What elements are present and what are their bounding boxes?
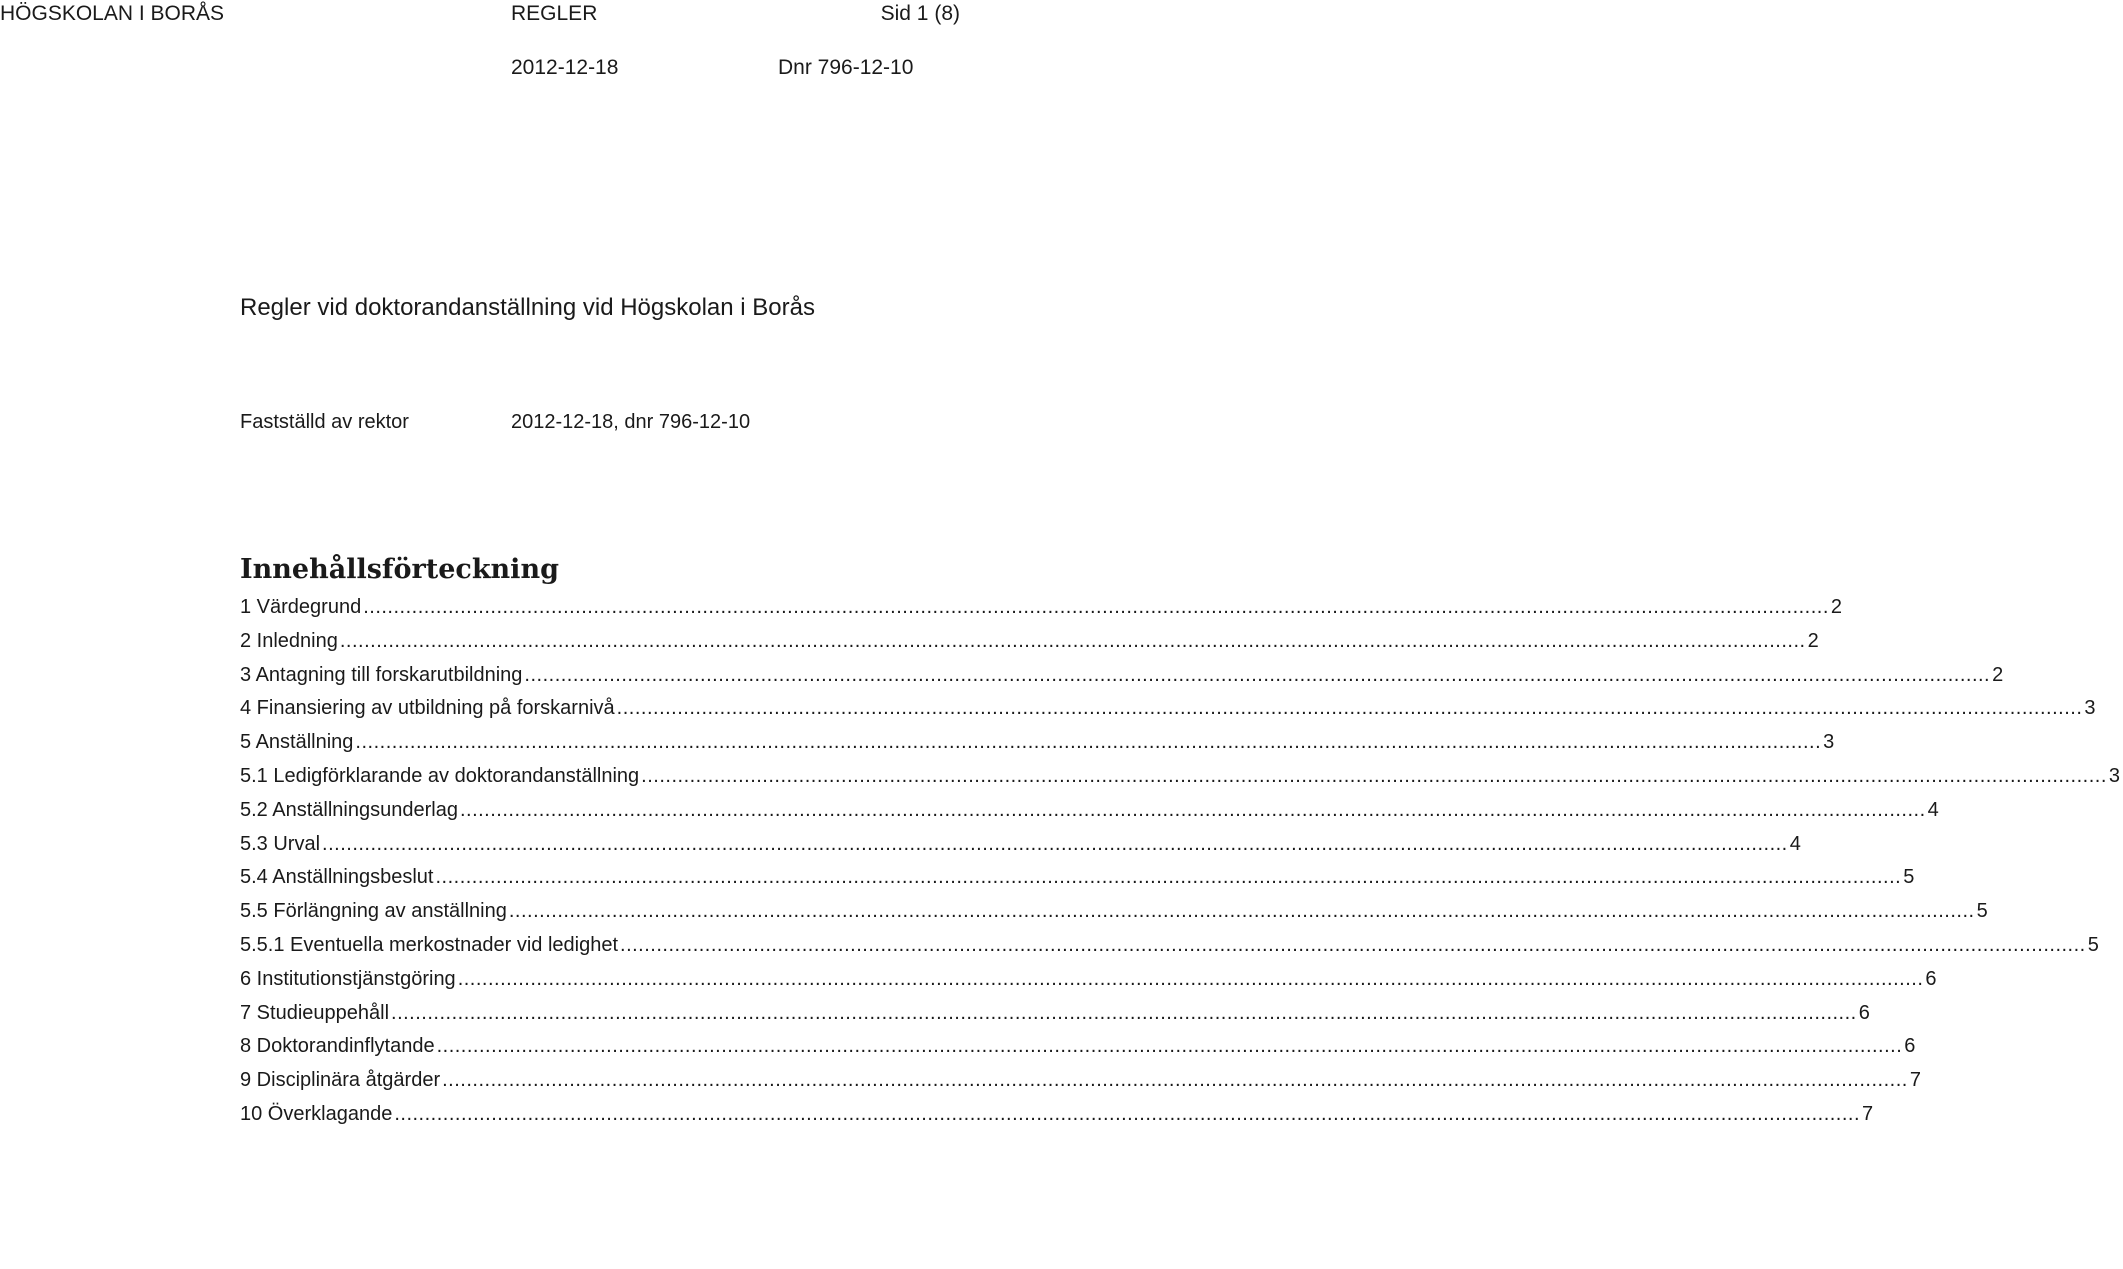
toc-entry-page[interactable]: 5 [2087,933,2099,956]
toc-entry-page[interactable]: 6 [1925,967,1937,990]
toc-entry[interactable] [240,763,2121,797]
toc-dot-leader: .................................................................................................................................................................................................................................................. [391,1001,1857,1024]
toc-entry-page[interactable]: 5 [1903,866,1915,889]
toc-entry-page[interactable]: 2 [1830,596,1843,618]
toc-entry[interactable] [240,695,2096,729]
toc-entry[interactable] [240,1067,1921,1101]
toc-entry-title[interactable]: 2 Inledning [240,629,338,652]
toc-dot-leader: .................................................................................................................................................................................................................................................. [508,900,1975,923]
toc-entry-page[interactable]: 2 [1807,629,1819,652]
approved-date-dnr: 2012-12-18, dnr 796-12-10 [511,411,751,433]
toc-dot-leader: .................................................................................................................................................................................................................................................. [620,933,2086,956]
toc-dot-leader: .................................................................................................................................................................................................................................................. [641,764,2107,787]
toc-dot-leader: .................................................................................................................................................................................................................................................. [394,1102,1861,1125]
toc-dot-leader: .................................................................................................................................................................................................................................................. [339,629,1806,652]
toc-entry[interactable] [240,898,1988,932]
toc-dot-leader: .................................................................................................................................................................................................................................................. [442,1069,1908,1092]
toc-heading: Innehållsförteckning [240,554,559,585]
toc-entry-title[interactable]: 5.5 Förlängning av anställning [240,900,507,923]
toc-entry-page[interactable]: 3 [1823,731,1835,754]
toc-entry-title[interactable]: 5.4 Anställningsbeslut [240,866,434,889]
toc-entry-page[interactable]: 4 [1789,832,1801,855]
toc-entry-title[interactable]: 7 Studieuppehåll [240,1001,390,1024]
toc-entry-page[interactable]: 3 [2108,764,2121,787]
toc-entry[interactable] [240,662,2004,696]
toc-entry-page[interactable]: 4 [1927,798,1939,821]
toc-entry-title[interactable]: 9 Disciplinära åtgärder [240,1069,441,1092]
toc-entry-title[interactable]: 3 Antagning till forskarutbildning [240,663,523,686]
approved-by-label: Fastställd av rektor [240,411,409,433]
toc-dot-leader: .................................................................................................................................................................................................................................................. [616,697,2083,720]
header-dnr: Dnr 796-12-10 [778,56,914,79]
document-title: Regler vid doktorandanställning vid Högskolan i Borås [240,294,815,321]
toc-entry[interactable] [240,628,1819,662]
toc-entry[interactable] [240,1033,1916,1067]
header-date: 2012-12-18 [511,56,619,79]
toc-dot-leader: .................................................................................................................................................................................................................................................. [355,731,1822,754]
toc-entry[interactable] [240,729,1835,763]
toc-dot-leader: .................................................................................................................................................................................................................................................. [322,832,1788,855]
toc-entry-page[interactable]: 6 [1858,1001,1870,1024]
toc-entry-page[interactable]: 7 [1909,1069,1921,1092]
toc-entry[interactable] [240,932,2099,966]
toc-entry[interactable] [240,797,1939,831]
toc-entry-title[interactable]: 5 Anställning [240,731,354,754]
toc-entry-page[interactable]: 7 [1862,1102,1874,1125]
toc-dot-leader: .................................................................................................................................................................................................................................................. [363,596,1829,618]
toc-dot-leader: .................................................................................................................................................................................................................................................. [435,866,1902,889]
toc-entry-title[interactable]: 8 Doktorandinflytande [240,1035,435,1058]
toc-entry-title[interactable]: 5.5.1 Eventuella merkostnader vid ledighet [240,933,619,956]
toc-entry-page[interactable]: 5 [1976,900,1988,923]
toc-entry-title[interactable]: 6 Institutionstjänstgöring [240,967,456,990]
toc-entry-title[interactable]: 4 Finansiering av utbildning på forskarnivå [240,697,615,720]
toc-entry-page[interactable]: 3 [2084,697,2096,720]
header-page-info: Sid 1 (8) [880,2,960,25]
header-institution: HÖGSKOLAN I BORÅS [0,2,225,25]
toc-dot-leader: .................................................................................................................................................................................................................................................. [457,967,1924,990]
toc-entry[interactable] [240,966,1937,1000]
toc-entry-title[interactable]: 5.1 Ledigförklarande av doktorandanställning [240,764,640,787]
toc-entry[interactable] [240,831,1801,865]
table-of-contents [240,594,2121,1135]
toc-entry-title[interactable]: 5.2 Anställningsunderlag [240,798,458,821]
toc-dot-leader: .................................................................................................................................................................................................................................................. [524,663,1991,686]
toc-entry-title[interactable]: 1 Värdegrund [240,596,362,618]
toc-entry-title[interactable]: 5.3 Urval [240,832,321,855]
toc-entry[interactable] [240,864,1915,898]
toc-entry-page[interactable]: 2 [1992,663,2004,686]
toc-dot-leader: .................................................................................................................................................................................................................................................. [459,798,1926,821]
toc-entry[interactable] [240,1000,1870,1034]
toc-entry[interactable] [240,594,1843,628]
toc-entry-page[interactable]: 6 [1904,1035,1916,1058]
toc-entry-title[interactable]: 10 Överklagande [240,1102,393,1125]
toc-entry[interactable] [240,1101,1874,1135]
toc-dot-leader: .................................................................................................................................................................................................................................................. [436,1035,1903,1058]
header-doc-type: REGLER [511,2,598,25]
